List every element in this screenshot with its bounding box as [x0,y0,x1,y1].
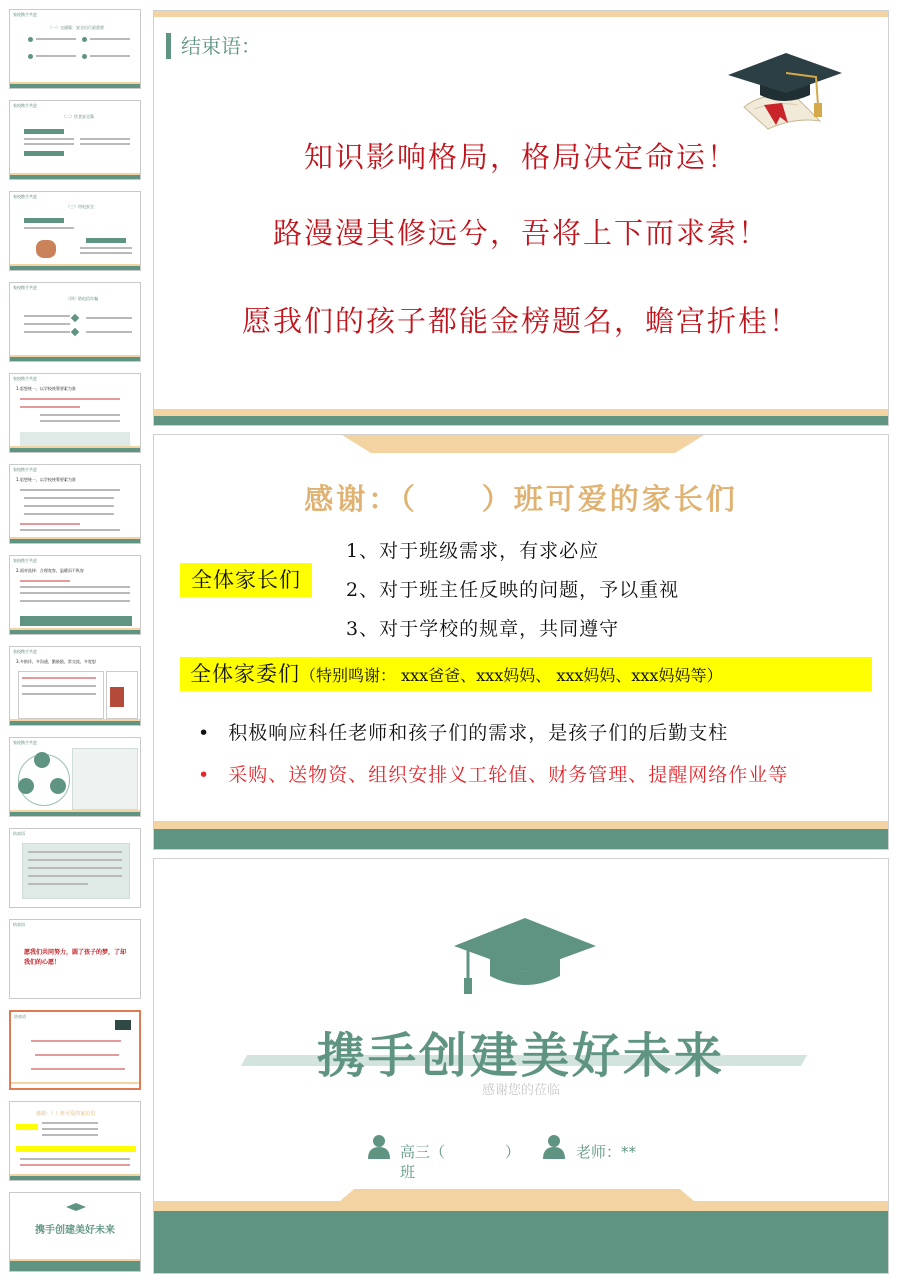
slide-thumbnail[interactable] [9,828,141,908]
bottom-bar [154,1211,888,1273]
thumb-header: 结束语 [13,831,25,836]
slide-title: 感谢：（ ）班可爱的家长们 [304,482,738,516]
thumb-header: 家校携手共进 [13,376,37,381]
slide-thanks-parents[interactable] [153,434,889,850]
bullet-dot: • [198,722,211,744]
bullet-item-2 [198,760,788,787]
graduation-cap-icon [450,914,600,996]
bullet-text: 积极响应科任老师和孩子们的需求，是孩子们的后勤支柱 [228,722,729,744]
thumb-title: （三）用电安全 [66,204,94,209]
slide-thumbnail[interactable] [9,373,141,453]
committee-banner [180,657,872,691]
slide-thumbnail-current[interactable] [9,1010,141,1090]
slide-thumbnail[interactable] [9,282,141,362]
parents-label: 全体家长们 [180,563,312,597]
bottom-band [154,1201,888,1211]
thumb-title: 2.面对选择：合理宽容，温暖而不纵容 [16,568,84,573]
top-tab [342,435,704,453]
parent-item-2: 2、对于班主任反映的问题，予以重视 [346,579,680,601]
thumb-title: 感谢：（ ）班可爱的家长们 [36,1111,96,1117]
thumb-title: 1.思想统一，以学校统筹要素为准 [16,386,76,391]
thumb-header: 家校携手共进 [13,285,37,290]
thumb-header: 家校携手共进 [13,103,37,108]
class-label: 高三（ ） [400,1143,521,1161]
thumb-header: 家校携手共进 [13,194,37,199]
bullet-text: 采购、送物资、组织安排义工轮值、财务管理、提醒网络作业等 [228,764,789,786]
thumb-title: （四）防电信诈骗 [66,296,98,301]
slide-thumbnail-panel [0,0,150,1286]
class-suffix: 班 [400,1163,416,1181]
committee-label: 全体家委们 [190,662,300,686]
closing-line-1: 知识影响格局，格局决定命运！ [303,140,738,174]
thumb-header: 家校携手共进 [13,649,37,654]
bottom-bar [154,829,888,849]
thumb-header: 家校携手共进 [13,12,37,17]
thumb-title: 3.多陪伴，多沟通，勤鼓励，常交流，多宽慰 [16,659,96,664]
slide-closing-remarks[interactable] [153,10,889,426]
person-icon [368,1135,390,1159]
slide-title: 结束语： [166,33,261,59]
slide-subtitle: 感谢您的莅临 [481,1083,560,1098]
graduation-cap-icon [724,47,844,133]
bottom-bar [154,416,888,425]
thumb-header: 家校携手共进 [13,467,37,472]
parent-item-1: 1、对于班级需求，有求必应 [346,540,600,562]
thumb-title: 愿我们共同努力，圆了孩子的梦，了却我们的心愿！ [24,949,127,966]
slide-thumbnail[interactable] [9,191,141,271]
slide-thumbnail[interactable] [9,9,141,89]
thumb-title: 携手创建美好未来 [35,1225,115,1236]
slide-thumbnail[interactable] [9,1192,141,1272]
thumb-header: 结束语 [13,922,25,927]
thumb-title: 1.思想统一，以学校统筹要素为准 [16,477,76,482]
slide-thumbnail[interactable] [9,737,141,817]
parent-item-3: 3、对于学校的规章，共同遵守 [346,618,620,640]
thumb-header: 结束语 [14,1014,26,1019]
thumb-header: 家校携手共进 [13,558,37,563]
bottom-band [154,409,888,416]
slide-thumbnail[interactable] [9,555,141,635]
closing-line-2: 路漫漫其修远兮，吾将上下而求索！ [272,216,769,250]
slide-thumbnail[interactable] [9,100,141,180]
bottom-band [154,821,888,829]
slide-thumbnail[interactable] [9,1101,141,1181]
thumb-header: 家校携手共进 [13,740,37,745]
slide-title: 携手创建美好未来 [316,1028,725,1084]
bullet-item-1 [198,718,728,745]
slide-thumbnail[interactable] [9,464,141,544]
slide-thumbnail[interactable] [9,646,141,726]
thumb-title: （二）饮食安全篇 [62,114,94,119]
thumb-title: （一）交通篇：安全出行最重要 [48,25,104,30]
top-band [154,11,888,17]
slide-thumbnail[interactable] [9,919,141,999]
bullet-dot: • [198,764,211,786]
committee-thanks: （特别鸣谢： xxx爸爸、xxx妈妈、 xxx妈妈、xxx妈妈等） [300,666,723,685]
person-icon [543,1135,565,1159]
slide-cover-end[interactable] [153,858,889,1274]
bottom-tab-shape [340,1189,694,1201]
closing-line-3: 愿我们的孩子都能金榜题名，蟾宫折桂！ [241,304,800,338]
teacher-label: 老师：** [576,1143,637,1161]
